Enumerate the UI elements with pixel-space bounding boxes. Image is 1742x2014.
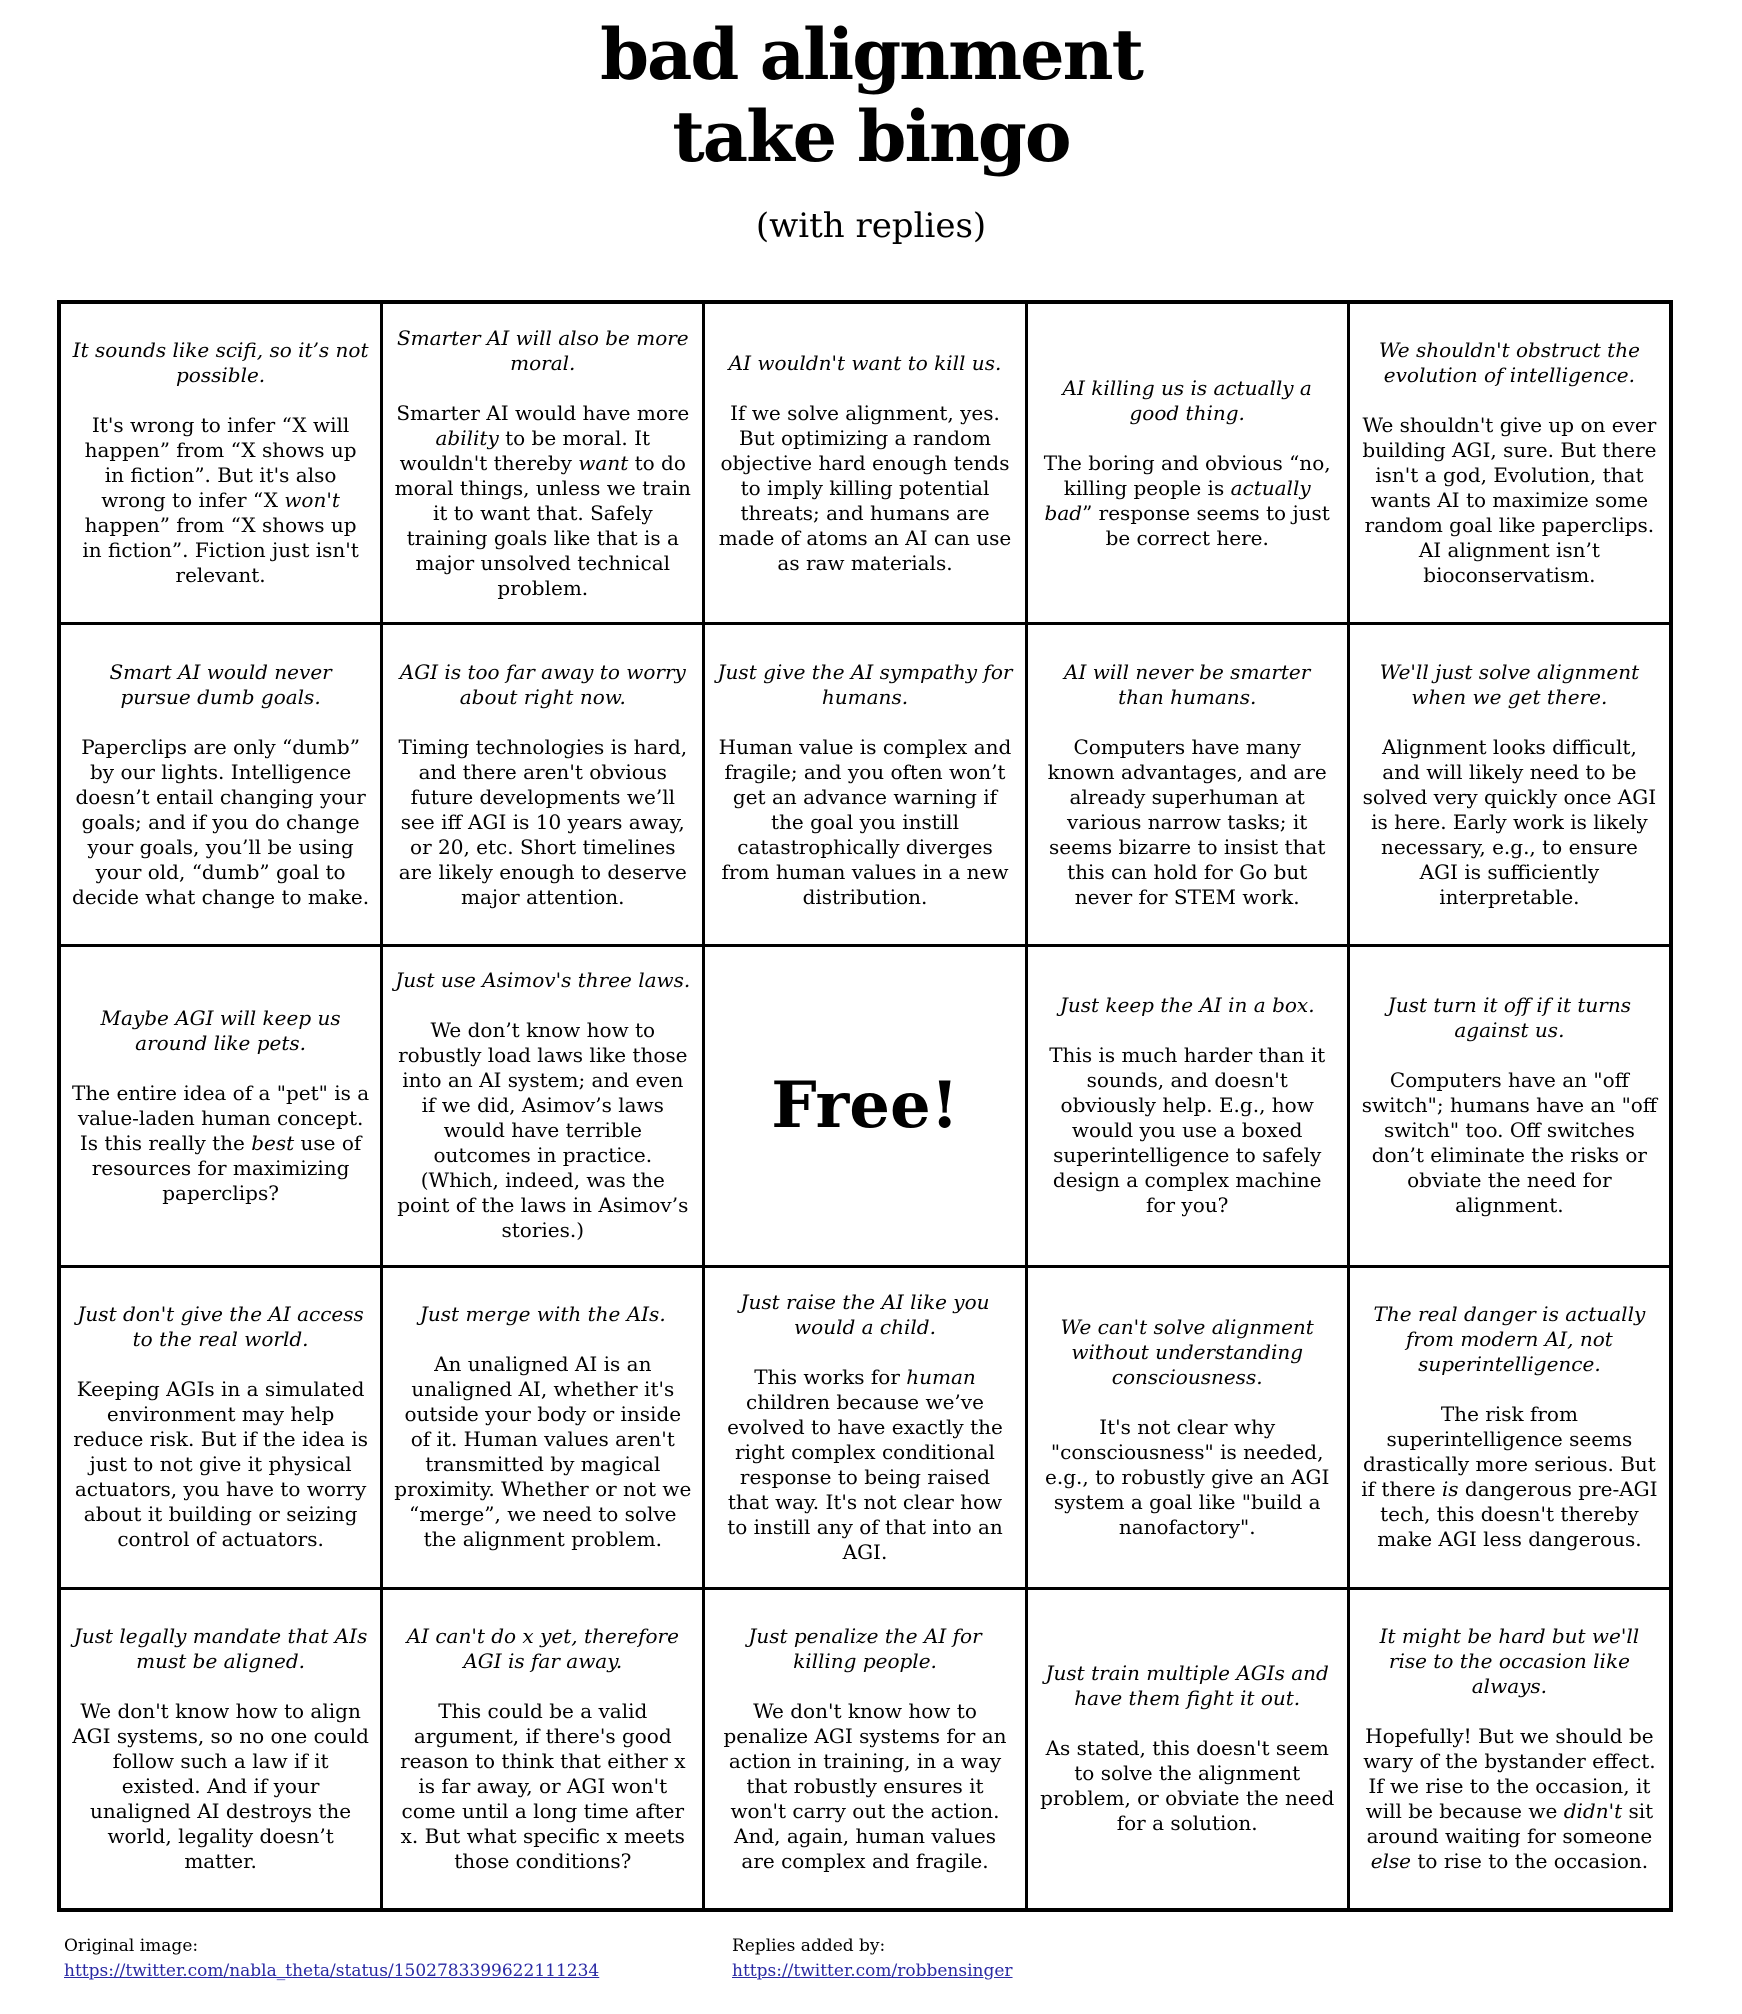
take-title: The real danger is actually from modern AI, not superintelligence. — [1373, 1302, 1646, 1377]
take-title: It might be hard but we'll rise to the occasion like always. — [1379, 1623, 1640, 1698]
bingo-cell — [1350, 1590, 1669, 1908]
reply-text: An unaligned AI is an unaligned AI, whether it's outside your body or inside of it. Human values aren't transmitted by magical proximity. Whether or not we “merge”, we need to solve the alignment problem. — [394, 1352, 692, 1552]
reply-text: Smarter AI would have more ability to be moral. It wouldn't thereby want to do moral things, unless we train it to want that. Safely training goals like that is a major unsolved technical problem. — [394, 400, 691, 600]
bingo-cell — [383, 1590, 702, 1908]
credit-original-link[interactable]: https://twitter.com/nabla_theta/status/1502783399622111234 — [64, 1961, 600, 1981]
reply-text: Timing technologies is hard, and there aren't obvious future developments we’ll see iff AGI is 10 years away, or 20, etc. Short timelines are likely enough to deserve major attention. — [398, 734, 688, 909]
take-title: Just give the AI sympathy for humans. — [717, 659, 1013, 709]
reply-text: We don't know how to align AGI systems, so no one could follow such a law if it existed. And if your unaligned AI destroys the world, legality doesn’t matter. — [72, 1698, 369, 1873]
take-title: Just turn it off if it turns against us. — [1387, 993, 1631, 1043]
take-title: Just use Asimov's three laws. — [395, 968, 691, 993]
free-cell — [705, 947, 1024, 1265]
reply-text: Computers have many known advantages, and are already superhuman at various narrow tasks; it seems bizarre to insist that this can hold for Go but never for STEM work. — [1047, 734, 1327, 909]
reply-text: Paperclips are only “dumb” by our lights. Intelligence doesn’t entail changing your goals; and if you do change your goals, you’ll be using your old, “dumb” goal to decide what change to make. — [72, 734, 370, 909]
credit-replies-link[interactable]: https://twitter.com/robbensinger — [732, 1961, 1013, 1981]
bingo-cell — [1028, 947, 1347, 1265]
reply-text: Computers have an "off switch"; humans have an "off switch" too. Off switches don’t eliminate the risks or obviate the need for alignment. — [1361, 1068, 1658, 1218]
take-title: AI wouldn't want to kill us. — [728, 350, 1002, 375]
bingo-cell — [383, 947, 702, 1265]
bingo-cell — [61, 947, 380, 1265]
bingo-cell — [705, 1268, 1024, 1586]
bingo-cell — [383, 1268, 702, 1586]
reply-text: Human value is complex and fragile; and you often won’t get an advance warning if the goal you instill catastrophically diverges from human values in a new distribution. — [718, 734, 1012, 909]
bingo-cell — [1028, 625, 1347, 943]
bingo-grid — [57, 300, 1673, 1912]
credit-original — [64, 1934, 599, 1984]
take-title: Just keep the AI in a box. — [1059, 993, 1315, 1018]
reply-text: The boring and obvious “no, killing people is actually bad” response seems to just be correct here. — [1043, 450, 1331, 550]
take-title: AI killing us is actually a good thing. — [1062, 375, 1312, 425]
take-title: Just raise the AI like you would a child. — [740, 1289, 990, 1339]
bingo-cell — [1028, 1590, 1347, 1908]
reply-text: This works for human children because we’ve evolved to have exactly the right complex conditional response to being raised that way. It's not clear how to instill any of that into an AGI. — [727, 1364, 1003, 1564]
bingo-cell — [1028, 1268, 1347, 1586]
credit-replies-label: Replies added by: — [732, 1936, 886, 1956]
bingo-cell — [705, 625, 1024, 943]
reply-text: Alignment looks difficult, and will likely need to be solved very quickly once AGI is here. Early work is likely necessary, e.g., to ensure AGI is sufficiently interpretable. — [1362, 734, 1657, 909]
reply-text: We don't know how to penalize AGI systems for an action in training, in a way that robustly ensures it won't carry out the action. And, again, human values are complex and fragile. — [723, 1698, 1007, 1873]
take-title: AI can't do x yet, therefore AGI is far away. — [406, 1623, 679, 1673]
reply-text: The risk from superintelligence seems drastically more serious. But if there is dangerous pre-AGI tech, this doesn't thereby make AGI less dangerous. — [1361, 1402, 1658, 1552]
bingo-cell — [1028, 304, 1347, 622]
reply-text: Hopefully! But we should be wary of the bystander effect. If we rise to the occasion, it will be because we didn't sit around waiting for someone else to rise to the occasion. — [1363, 1723, 1656, 1873]
bingo-cell — [1350, 1268, 1669, 1586]
bingo-cell — [1350, 304, 1669, 622]
bingo-cell — [61, 625, 380, 943]
take-title: AGI is too far away to worry about right now. — [399, 659, 686, 709]
title-line-2: take bingo — [672, 95, 1070, 178]
credit-original-label: Original image: — [64, 1936, 199, 1956]
reply-text: It's not clear why "consciousness" is needed, e.g., to robustly give an AGI system a goal like "build a nanofactory". — [1045, 1414, 1330, 1539]
take-title: Just train multiple AGIs and have them fight it out. — [1045, 1661, 1329, 1711]
take-title: Just merge with the AIs. — [419, 1302, 666, 1327]
header — [0, 14, 1742, 246]
take-title: It sounds like scifi, so it’s not possible. — [72, 338, 369, 388]
take-title: We'll just solve alignment when we get there. — [1379, 659, 1640, 709]
page-title — [0, 14, 1742, 178]
bingo-cell — [1350, 625, 1669, 943]
reply-text: We don’t know how to robustly load laws like those into an AI system; and even if we did, Asimov’s laws would have terrible outcomes in practice. (Which, indeed, was the point of the laws in Asimov’s stories.) — [397, 1018, 689, 1243]
reply-text: This is much harder than it sounds, and doesn't obviously help. E.g., how would you use a boxed superintelligence to safely design a complex machine for you? — [1049, 1043, 1326, 1218]
reply-text: It's wrong to infer “X will happen” from “X shows up in fiction”. But it's also wrong to infer “X won't happen” from “X shows up in fiction”. Fiction just isn't relevant. — [82, 413, 359, 588]
credit-replies — [732, 1934, 1013, 1984]
take-title: We shouldn't obstruct the evolution of intelligence. — [1378, 338, 1640, 388]
take-title: Smart AI would never pursue dumb goals. — [109, 659, 332, 709]
bingo-cell — [61, 1268, 380, 1586]
bingo-cell — [705, 304, 1024, 622]
bingo-cell — [61, 304, 380, 622]
title-line-1: bad alignment — [600, 13, 1142, 96]
reply-text: The entire idea of a "pet" is a value-laden human concept. Is this really the best use of resources for maximizing paperclips? — [72, 1080, 370, 1205]
take-title: Just legally mandate that AIs must be aligned. — [73, 1623, 368, 1673]
reply-text: Keeping AGIs in a simulated environment may help reduce risk. But if the idea is just to not give it physical actuators, you have to worry about it building or seizing control of actuators. — [73, 1377, 368, 1552]
bingo-cell — [383, 625, 702, 943]
take-title: Just don't give the AI access to the real world. — [77, 1302, 364, 1352]
reply-text: As stated, this doesn't seem to solve the alignment problem, or obviate the need for a solution. — [1040, 1736, 1335, 1836]
take-title: Just penalize the AI for killing people. — [748, 1623, 982, 1673]
bingo-cell — [705, 1590, 1024, 1908]
reply-text: We shouldn't give up on ever building AGI, sure. But there isn't a god, Evolution, that wants AI to maximize some random goal like paperclips. AI alignment isn’t bioconservatism. — [1362, 413, 1657, 588]
bingo-cell — [383, 304, 702, 622]
free-label: Free! — [771, 1067, 959, 1143]
page-subtitle: (with replies) — [755, 206, 987, 246]
take-title: Smarter AI will also be more moral. — [396, 325, 689, 375]
bingo-cell — [61, 1590, 380, 1908]
bingo-cell — [1350, 947, 1669, 1265]
take-title: AI will never be smarter than humans. — [1064, 659, 1311, 709]
take-title: Maybe AGI will keep us around like pets. — [100, 1005, 341, 1055]
reply-text: This could be a valid argument, if there's good reason to think that either x is far away, or AGI won't come until a long time after x. But what specific x meets those conditions? — [400, 1698, 686, 1873]
take-title: We can't solve alignment without understanding consciousness. — [1060, 1314, 1314, 1389]
reply-text: If we solve alignment, yes. But optimizing a random objective hard enough tends to imply killing potential threats; and humans are made of atoms an AI can use as raw materials. — [718, 400, 1012, 575]
